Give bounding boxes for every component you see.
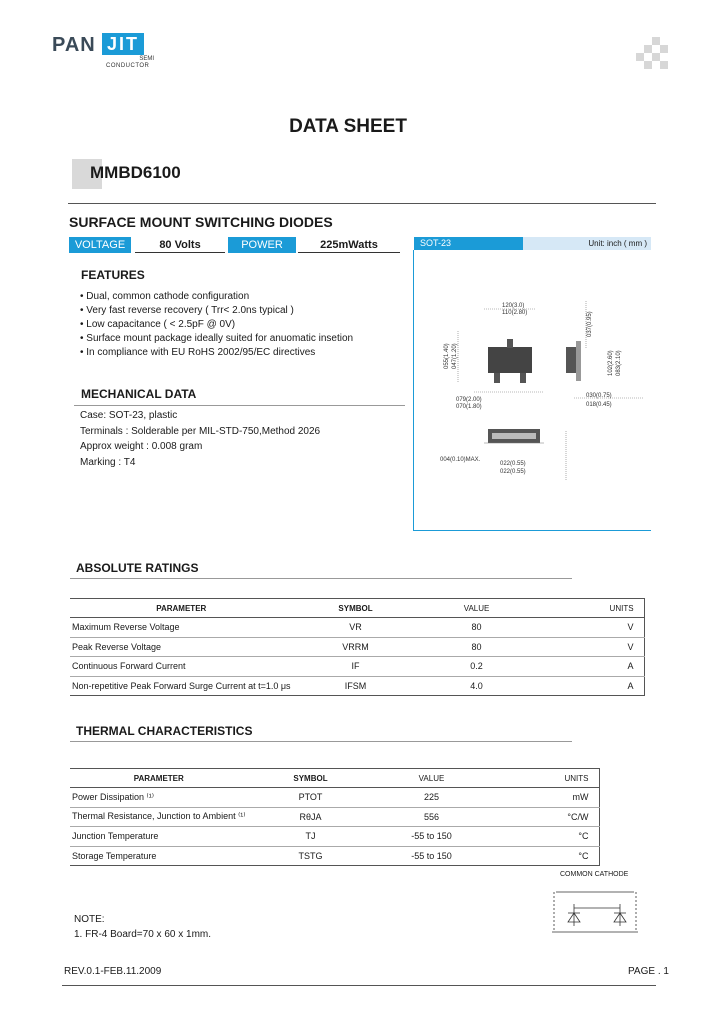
- features-heading: FEATURES: [81, 268, 145, 282]
- logo-conductor-text: CONDUCTOR: [106, 63, 150, 69]
- common-cathode-diagram: [550, 886, 640, 936]
- table-row: [70, 618, 644, 638]
- voltage-tag: VOLTAGE: [69, 237, 131, 253]
- cell-value: -55 to 150: [376, 846, 488, 866]
- cell-value: 556: [376, 807, 488, 827]
- cell-value: 80: [421, 637, 533, 657]
- cell-parameter: Peak Reverse Voltage: [70, 637, 291, 657]
- part-number: MMBD6100: [90, 163, 181, 182]
- features-list: [80, 290, 353, 360]
- cell-symbol: IFSM: [291, 676, 421, 696]
- logo-semi-text: SEMI: [139, 56, 154, 62]
- package-unit: Unit: inch ( mm ): [523, 237, 651, 250]
- cell-unit: A: [533, 676, 645, 696]
- absolute-divider: [70, 578, 572, 579]
- list-item: Approx weight : 0.008 gram: [80, 441, 203, 452]
- cell-symbol: PTOT: [246, 788, 376, 808]
- logo-jit-text: JIT: [102, 33, 144, 55]
- list-item: • Dual, common cathode configuration: [80, 290, 353, 304]
- dim-3: 055(1.40): [444, 343, 450, 369]
- cell-symbol: VRRM: [291, 637, 421, 657]
- mechanical-divider: [74, 405, 405, 406]
- table-row: [70, 807, 599, 827]
- list-item: • In compliance with EU RoHS 2002/95/EC directives: [80, 346, 353, 360]
- dim-7: 102(2.60): [608, 350, 614, 376]
- thermal-divider: [70, 741, 572, 742]
- product-subtitle: SURFACE MOUNT SWITCHING DIODES: [69, 214, 333, 230]
- cell-symbol: TJ: [246, 827, 376, 847]
- footer-divider: [62, 985, 656, 986]
- col-symbol: SYMBOL: [246, 769, 376, 788]
- table-row: [70, 846, 599, 866]
- table-row: [70, 827, 599, 847]
- table-row: [70, 637, 644, 657]
- note-block: [74, 912, 211, 942]
- cell-unit: °C: [488, 827, 600, 847]
- package-top-body: [488, 347, 532, 373]
- package-name: SOT-23: [414, 237, 523, 250]
- note-text: 1. FR-4 Board=70 x 60 x 1mm.: [74, 929, 212, 940]
- list-item: Marking : T4: [80, 456, 136, 468]
- package-drawing: [414, 251, 650, 529]
- col-parameter: PARAMETER: [70, 599, 291, 618]
- page-number: PAGE . 1: [628, 966, 669, 977]
- dim-9: 018(0.45): [586, 402, 612, 408]
- table-row: [70, 657, 644, 677]
- dim-4: 047(1.20): [452, 343, 458, 369]
- col-parameter: PARAMETER: [70, 769, 246, 788]
- power-value: 225mWatts: [298, 237, 400, 253]
- panjit-logo: [52, 34, 172, 74]
- cell-parameter: Continuous Forward Current: [70, 657, 291, 677]
- thermal-table: [70, 768, 600, 866]
- cell-value: 225: [376, 788, 488, 808]
- col-symbol: SYMBOL: [291, 599, 421, 618]
- col-value: VALUE: [376, 769, 488, 788]
- cell-parameter: Thermal Resistance, Junction to Ambient ⁽¹⁾: [70, 807, 246, 827]
- cell-value: 4.0: [421, 676, 533, 696]
- cell-unit: °C/W: [488, 807, 600, 827]
- list-item: • Surface mount package ideally suited for anuomatic insetion: [80, 332, 353, 346]
- cell-parameter: Maximum Reverse Voltage: [70, 618, 291, 638]
- cell-unit: °C: [488, 846, 600, 866]
- list-item: Terminals : Solderable per MIL-STD-750,Method 2026: [80, 425, 321, 437]
- dim-13: 037(0.95): [587, 311, 593, 337]
- note-heading: NOTE:: [74, 914, 105, 925]
- page-title: DATA SHEET: [289, 116, 407, 137]
- dim-2: 110(2.80): [502, 310, 528, 316]
- cell-value: 0.2: [421, 657, 533, 677]
- list-item: • Low capacitance ( < 2.5pF @ 0V): [80, 318, 353, 332]
- dim-8: 083(2.10): [616, 350, 622, 376]
- cell-unit: A: [533, 657, 645, 677]
- list-item: Case: SOT-23, plastic: [80, 410, 178, 421]
- cell-value: -55 to 150: [376, 827, 488, 847]
- absolute-ratings-table: [70, 598, 645, 696]
- cell-value: 80: [421, 618, 533, 638]
- cell-symbol: RθJA: [246, 807, 376, 827]
- col-units: UNITS: [488, 769, 600, 788]
- table-row: [70, 788, 599, 808]
- dim-6: 070(1.80): [456, 404, 482, 410]
- dim-5: 079(2.00): [456, 397, 482, 403]
- list-item: • Very fast reverse recovery ( Trr< 2.0ns typical ): [80, 304, 353, 318]
- col-value: VALUE: [421, 599, 533, 618]
- circuit-label: COMMON CATHODE: [560, 871, 629, 878]
- thermal-heading: THERMAL CHARACTERISTICS: [76, 724, 253, 738]
- dim-10: 004(0.10)MAX.: [440, 457, 481, 463]
- cell-symbol: IF: [291, 657, 421, 677]
- dim-11: 022(0.55): [500, 461, 526, 467]
- cell-parameter: Storage Temperature: [70, 846, 246, 866]
- cell-parameter: Junction Temperature: [70, 827, 246, 847]
- col-units: UNITS: [533, 599, 645, 618]
- cell-parameter: Power Dissipation ⁽¹⁾: [70, 788, 246, 808]
- cell-unit: mW: [488, 788, 600, 808]
- dim-12: 022(0.55): [500, 469, 526, 475]
- cell-unit: V: [533, 618, 645, 638]
- cell-parameter: Non-repetitive Peak Forward Surge Current at t=1.0 μs: [70, 676, 291, 696]
- table-row: [70, 676, 644, 696]
- cell-unit: V: [533, 637, 645, 657]
- mechanical-heading: MECHANICAL DATA: [81, 387, 197, 401]
- checker-pattern-icon: [636, 37, 668, 69]
- voltage-value: 80 Volts: [135, 237, 225, 253]
- header-divider: [68, 203, 656, 204]
- logo-pan-text: PAN: [52, 34, 96, 56]
- dim-14: 030(0.75): [586, 393, 612, 399]
- dim-1: 120(3.0): [502, 303, 525, 309]
- cell-symbol: VR: [291, 618, 421, 638]
- power-tag: POWER: [228, 237, 296, 253]
- revision-text: REV.0.1-FEB.11.2009: [64, 966, 162, 977]
- cell-symbol: TSTG: [246, 846, 376, 866]
- mechanical-list: [80, 408, 320, 470]
- absolute-ratings-heading: ABSOLUTE RATINGS: [76, 561, 199, 575]
